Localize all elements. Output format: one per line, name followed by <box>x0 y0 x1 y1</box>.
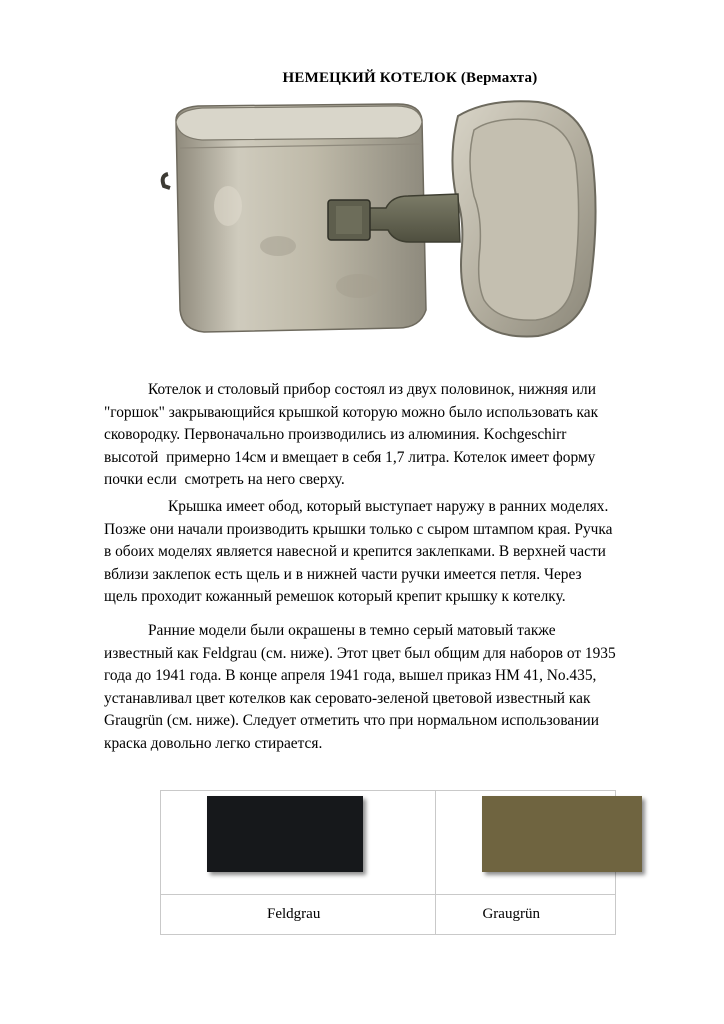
feldgrau-swatch <box>207 796 363 872</box>
paragraph-3-line: известный как Feldgrau (см. ниже). Этот цвет был общим для наборов от 1935 <box>104 644 616 662</box>
paragraph-1-line: почки если смотреть на него сверху. <box>104 471 345 489</box>
paragraph-2-line: Позже они начали производить крышки только с сыром штампом края. Ручка <box>104 520 613 538</box>
paragraph-2-line: вблизи заклепок есть щель и в нижней части ручки имеется петля. Через <box>104 565 582 583</box>
color-swatch-table <box>160 790 616 935</box>
mess-kit-photo <box>158 96 604 340</box>
paragraph-3-line: устанавливал цвет котелков как серовато-зеленой цветовой известный как <box>104 689 591 707</box>
paragraph-1-line: сковородку. Первоначально производились из алюминия. Kochgeschirr <box>104 426 567 444</box>
swatch-cell-feldgrau <box>161 791 436 895</box>
paragraph-3-line: года до 1941 года. В конце апреля 1941 года, вышел приказ HM 41, No.435, <box>104 667 597 685</box>
paragraph-3-line: Graugrün (см. ниже). Следует отметить что при нормальном использовании <box>104 712 599 730</box>
paragraph-3 <box>104 620 664 756</box>
paragraph-2-line: Крышка имеет обод, который выступает наружу в ранних моделях. <box>168 498 609 515</box>
paragraph-2-line: щель проходит кожанный ремешок который крепит крышку к котелку. <box>104 588 566 606</box>
paragraph-3-line: краска довольно легко стирается. <box>104 734 323 752</box>
paragraph-2 <box>104 496 664 609</box>
paragraph-1-line: высотой примерно 14см и вмещает в себя 1,7 литра. Котелок имеет форму <box>104 448 596 466</box>
graugrun-label: Graugrün <box>436 895 616 935</box>
feldgrau-label: Feldgrau <box>161 895 436 935</box>
paragraph-1-line: Котелок и столовый прибор состоял из двух половинок, нижняя или <box>148 381 596 398</box>
graugrun-swatch <box>482 796 642 872</box>
swatch-cell-graugrun <box>436 791 616 895</box>
paragraph-3-line: Ранние модели были окрашены в темно серый матовый также <box>148 622 556 639</box>
paragraph-1-line: "горшок" закрывающийся крышкой которую можно было использовать как <box>104 403 599 421</box>
paragraph-1 <box>104 379 664 492</box>
paragraph-2-line: в обоих моделях является навесной и крепится заклепками. В верхней части <box>104 543 606 561</box>
page-title: НЕМЕЦКИЙ КОТЕЛОК (Вермахта) <box>282 70 538 86</box>
